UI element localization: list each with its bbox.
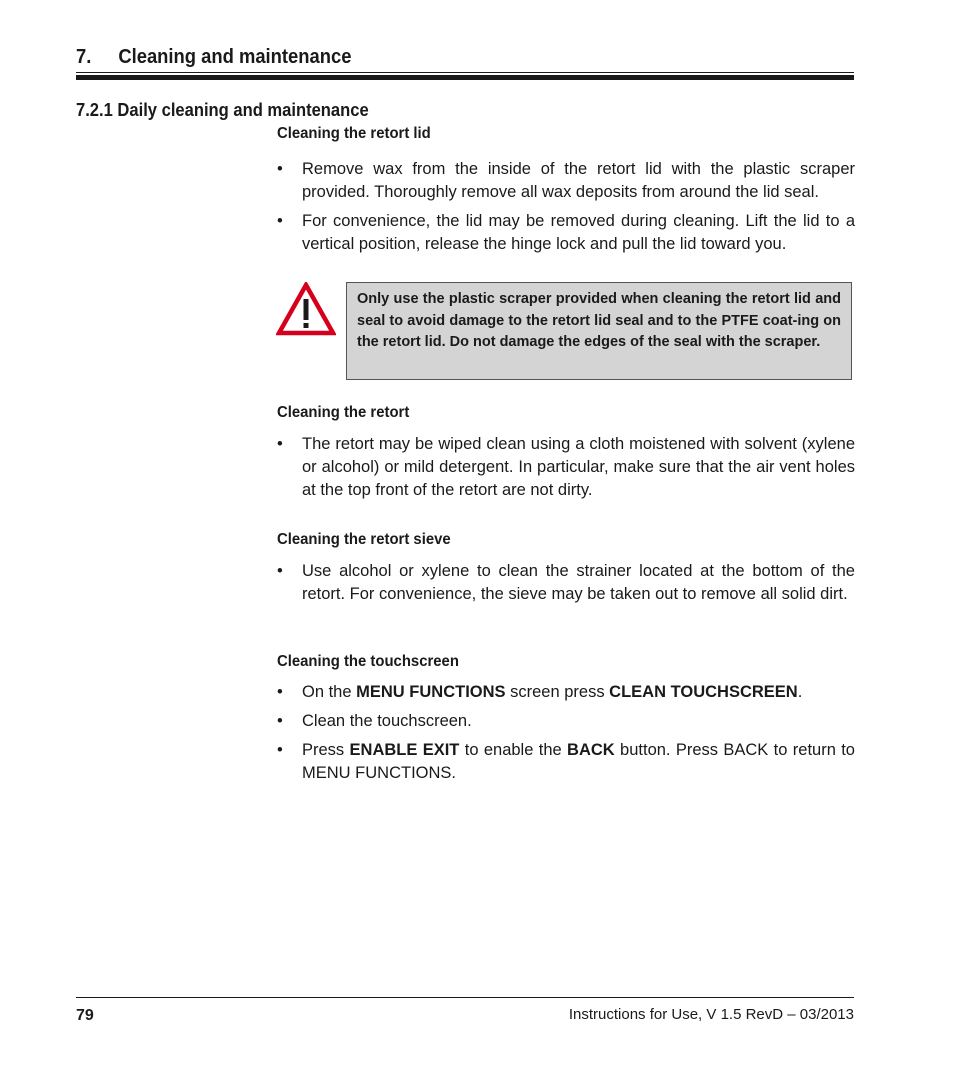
subhead-retort-sieve: Cleaning the retort sieve	[277, 531, 451, 548]
list-item-text: Remove wax from the inside of the retort lid with the plastic scraper provided. Thoroughly remove all wax deposits from around the lid seal.	[302, 160, 855, 201]
back-label: BACK	[567, 741, 615, 759]
bullet-icon: •	[277, 160, 283, 178]
list-item	[277, 158, 855, 204]
subhead-retort-lid: Cleaning the retort lid	[277, 125, 431, 142]
chapter-number: 7.	[76, 46, 92, 68]
text-run: button. Press BACK to return to MENU FUNCTIONS.	[302, 741, 855, 782]
list-item	[277, 560, 855, 606]
header-rule-thin	[76, 72, 854, 73]
list-item	[277, 433, 855, 502]
list-item	[277, 210, 855, 256]
list-item-text: For convenience, the lid may be removed during cleaning. Lift the lid to a vertical position, release the hinge lock and pull the lid toward you.	[302, 212, 855, 253]
section-title: 7.2.1 Daily cleaning and maintenance	[76, 100, 369, 120]
text-run: screen press	[505, 683, 610, 701]
menu-functions-label: MENU FUNCTIONS	[356, 683, 506, 701]
list-item-text: Use alcohol or xylene to clean the strainer located at the bottom of the retort. For convenience, the sieve may be taken out to remove all solid dirt.	[302, 562, 855, 603]
subhead-touchscreen: Cleaning the touchscreen	[277, 653, 459, 670]
text-run: to enable the	[459, 741, 568, 759]
subhead-retort: Cleaning the retort	[277, 404, 410, 421]
text-run: On the	[302, 683, 357, 701]
header-rule-thick	[76, 75, 854, 80]
bullet-icon: •	[277, 712, 283, 730]
list-item-text	[302, 681, 855, 704]
chapter-title-text: Cleaning and maintenance	[118, 46, 352, 68]
chapter-title	[76, 46, 351, 69]
list-item	[277, 710, 855, 733]
bullet-icon: •	[277, 435, 283, 453]
text-run: Press	[302, 741, 350, 759]
list-item-text: Clean the touchscreen.	[302, 712, 472, 730]
clean-touchscreen-label: CLEAN TOUCHSCREEN	[609, 683, 798, 701]
footer-rule	[76, 997, 854, 998]
bullet-icon: •	[277, 683, 283, 701]
list-item	[277, 739, 855, 785]
enable-exit-label: ENABLE EXIT	[349, 741, 460, 759]
bullet-icon: •	[277, 212, 283, 230]
text-run: .	[797, 683, 803, 701]
bullet-icon: •	[277, 562, 283, 580]
warning-triangle-icon	[276, 282, 336, 336]
list-item-text	[302, 739, 855, 785]
warning-box: Only use the plastic scraper provided when cleaning the retort lid and seal to avoid damage to the retort lid seal and to the PTFE coat-ing on the retort lid. Do not damage the edges of the seal with the scraper.	[346, 282, 852, 380]
bullet-icon: •	[277, 741, 283, 759]
list-item-text: The retort may be wiped clean using a cloth moistened with solvent (xylene or alcohol) or mild detergent. In particular, make sure that the air vent holes at the top front of the retort are not dirty.	[302, 435, 855, 499]
footer-doc-info: Instructions for Use, V 1.5 RevD – 03/2013	[568, 1006, 854, 1023]
list-item	[277, 681, 855, 704]
page-number: 79	[76, 1007, 94, 1024]
